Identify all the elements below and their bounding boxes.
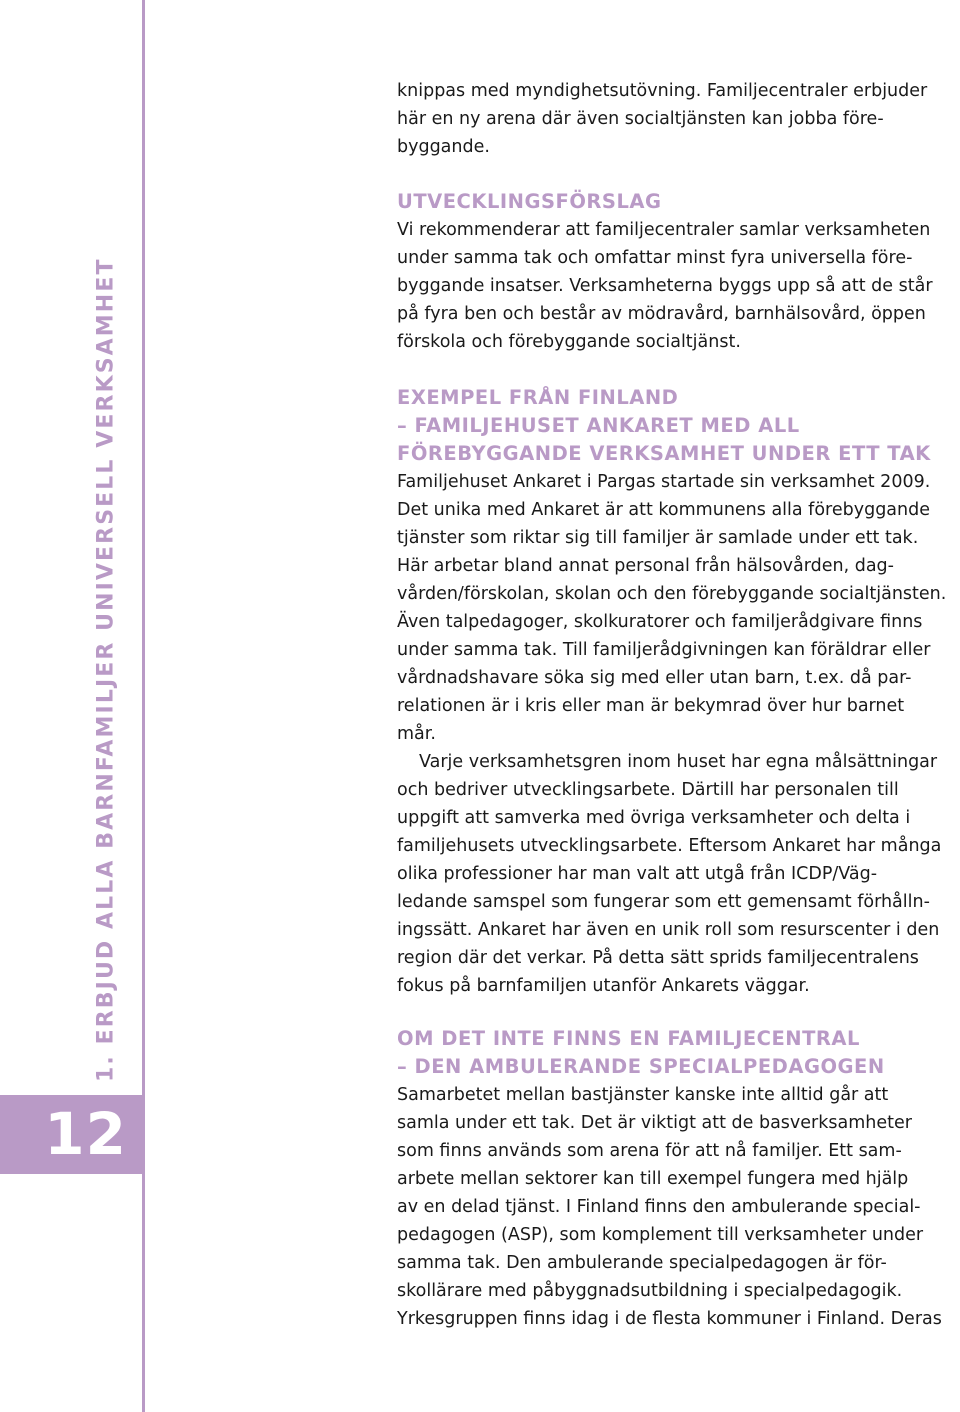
text-line: vården/förskolan, skolan och den förebyggande socialtjänsten. bbox=[397, 584, 947, 604]
text-line: här en ny arena där även socialtjänsten kan jobba före- bbox=[397, 109, 884, 129]
text-line: uppgift att samverka med övriga verksamheter och delta i bbox=[397, 808, 911, 828]
paragraph bbox=[397, 77, 960, 161]
text-line: Varje verksamhetsgren inom huset har egna målsättningar bbox=[419, 752, 938, 772]
text-line: skollärare med påbyggnadsutbildning i specialpedagogik. bbox=[397, 1281, 903, 1301]
text-line: fokus på barnfamiljen utanför Ankarets väggar. bbox=[397, 976, 810, 996]
text-line: under samma tak. Till familjerådgivningen kan föräldrar eller bbox=[397, 640, 931, 660]
sidebar-divider bbox=[142, 0, 145, 1412]
text-line: relationen är i kris eller man är bekymrad över hur barnet bbox=[397, 696, 905, 716]
text-line: byggande insatser. Verksamheterna byggs upp så att de står bbox=[397, 276, 933, 296]
text-line: ingssätt. Ankaret har även en unik roll som resurscenter i den bbox=[397, 920, 940, 940]
text-line: arbete mellan sektorer kan till exempel fungera med hjälp bbox=[397, 1169, 909, 1189]
section-3 bbox=[397, 1025, 960, 1333]
text-line: pedagogen (ASP), som komplement till verksamheter under bbox=[397, 1225, 924, 1245]
section-heading: – FAMILJEHUSET ANKARET MED ALL bbox=[397, 414, 800, 437]
section-heading: OM DET INTE FINNS EN FAMILJECENTRAL bbox=[397, 1027, 860, 1050]
section-heading: UTVECKLINGSFÖRSLAG bbox=[397, 190, 662, 213]
section-1 bbox=[397, 188, 960, 356]
text-line: som finns används som arena för att nå familjer. Ett sam- bbox=[397, 1141, 902, 1161]
text-line: Familjehuset Ankaret i Pargas startade sin verksamhet 2009. bbox=[397, 472, 931, 492]
text-line: familjehusets utvecklingsarbete. Eftersom Ankaret har många bbox=[397, 836, 942, 856]
chapter-title: 1. ERBJUD ALLA BARNFAMILJER UNIVERSELL VERKSAMHET bbox=[93, 257, 119, 1082]
text-line: förskola och förebyggande socialtjänst. bbox=[397, 332, 741, 352]
text-line: Här arbetar bland annat personal från hälsovården, dag- bbox=[397, 556, 894, 576]
section-heading: EXEMPEL FRÅN FINLAND bbox=[397, 386, 679, 409]
text-line: Yrkesgruppen finns idag i de flesta kommuner i Finland. Deras bbox=[397, 1309, 942, 1329]
text-line: knippas med myndighetsutövning. Familjecentraler erbjuder bbox=[397, 81, 928, 101]
text-line: Vi rekommenderar att familjecentraler samlar verksamheten bbox=[397, 220, 931, 240]
text-line: av en delad tjänst. I Finland finns den ambulerande special- bbox=[397, 1197, 921, 1217]
text-line: vårdnadshavare söka sig med eller utan barn, t.ex. då par- bbox=[397, 668, 912, 688]
text-line: Samarbetet mellan bastjänster kanske inte alltid går att bbox=[397, 1085, 889, 1105]
text-line: på fyra ben och består av mödravård, barnhälsovård, öppen bbox=[397, 304, 926, 324]
section-0 bbox=[397, 77, 960, 161]
section-heading: – DEN AMBULERANDE SPECIALPEDAGOGEN bbox=[397, 1055, 885, 1078]
text-line: samma tak. Den ambulerande specialpedagogen är för- bbox=[397, 1253, 887, 1273]
text-line: Det unika med Ankaret är att kommunens alla förebyggande bbox=[397, 500, 930, 520]
text-line: under samma tak och omfattar minst fyra universella före- bbox=[397, 248, 913, 268]
text-line: byggande. bbox=[397, 137, 490, 157]
section-heading: FÖREBYGGANDE VERKSAMHET UNDER ETT TAK bbox=[397, 442, 931, 465]
text-line: ledande samspel som fungerar som ett gemensamt förhålln- bbox=[397, 892, 930, 912]
text-line: samla under ett tak. Det är viktigt att de basverksamheter bbox=[397, 1113, 912, 1133]
page-number: 12 bbox=[0, 1095, 143, 1174]
paragraph bbox=[397, 748, 960, 1000]
text-line: och bedriver utvecklingsarbete. Därtill har personalen till bbox=[397, 780, 899, 800]
paragraph bbox=[397, 468, 960, 748]
text-line: tjänster som riktar sig till familjer är samlade under ett tak. bbox=[397, 528, 919, 548]
paragraph bbox=[397, 216, 960, 356]
text-line: region där det verkar. På detta sätt sprids familjecentralens bbox=[397, 948, 919, 968]
text-line: mår. bbox=[397, 724, 436, 744]
section-2 bbox=[397, 384, 960, 1000]
text-line: Även talpedagoger, skolkuratorer och familjerådgivare finns bbox=[397, 612, 923, 632]
paragraph bbox=[397, 1081, 960, 1333]
text-line: olika professioner har man valt att utgå från ICDP/Väg- bbox=[397, 864, 878, 884]
